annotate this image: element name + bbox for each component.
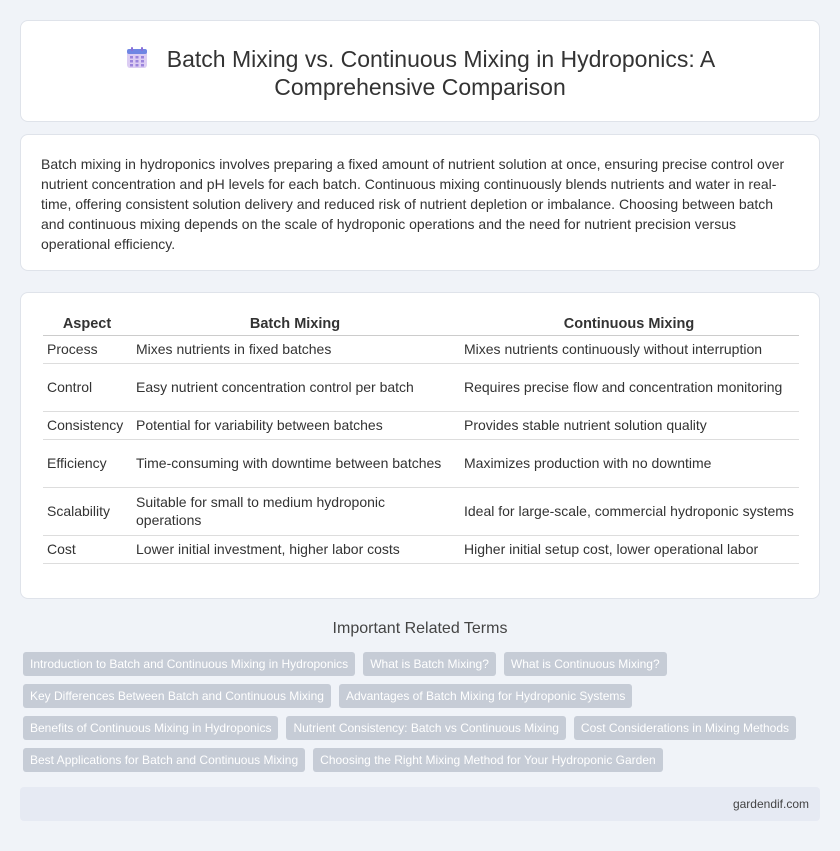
chip-row [23,684,823,716]
footer-bar [20,787,820,821]
table-row [43,335,799,363]
related-term-chip[interactable]: Benefits of Continuous Mixing in Hydroponics [23,716,278,740]
cell-aspect: Cost [43,535,131,563]
related-term-chip[interactable]: Choosing the Right Mixing Method for Your Hydroponic Garden [313,748,663,772]
cell-batch: Time-consuming with downtime between batches [131,439,459,487]
related-term-chip[interactable]: What is Continuous Mixing? [504,652,667,676]
related-terms-heading: Important Related Terms [332,620,508,637]
column-header-continuous: Continuous Mixing [459,313,799,335]
table-row [43,363,799,411]
comparison-card [20,292,820,599]
chip-row [23,748,823,780]
comparison-table [43,313,799,564]
chip-row [23,652,823,684]
column-header-aspect: Aspect [43,313,131,335]
cell-aspect: Process [43,335,131,363]
table-header-row [43,313,799,335]
cell-continuous: Maximizes production with no downtime [459,439,799,487]
table-row [43,487,799,535]
cell-continuous: Higher initial setup cost, lower operational labor [459,535,799,563]
related-term-chip[interactable]: What is Batch Mixing? [363,652,496,676]
table-row [43,411,799,439]
related-term-chip[interactable]: Advantages of Batch Mixing for Hydroponic Systems [339,684,632,708]
table-row [43,439,799,487]
intro-card [20,134,820,271]
related-term-chip[interactable]: Cost Considerations in Mixing Methods [574,716,796,740]
related-terms-list [23,652,823,780]
related-term-chip[interactable]: Best Applications for Batch and Continuous Mixing [23,748,305,772]
intro-paragraph: Batch mixing in hydroponics involves preparing a fixed amount of nutrient solution at once, ensuring precise control over nutrient concentration and pH levels for each batch. Continuous mixing continuously blends nutrients and water in real-time, offering consistent solution delivery and reduced risk of nutrient depletion or imbalance. Choosing between batch and continuous mixing depends on the scale of hydroponic operations and the need for nutrient precision versus operational efficiency. [41,156,785,252]
related-term-chip[interactable]: Key Differences Between Batch and Continuous Mixing [23,684,331,708]
related-term-chip[interactable]: Introduction to Batch and Continuous Mixing in Hydroponics [23,652,355,676]
cell-batch: Easy nutrient concentration control per batch [131,363,459,411]
page-title-text: Batch Mixing vs. Continuous Mixing in Hydroponics: A Comprehensive Comparison [166,46,716,100]
header-card [20,20,820,122]
related-term-chip[interactable]: Nutrient Consistency: Batch vs Continuous Mixing [286,716,565,740]
cell-aspect: Consistency [43,411,131,439]
cell-batch: Mixes nutrients in fixed batches [131,335,459,363]
footer-domain-link[interactable]: gardendif.com [732,797,809,811]
cell-batch: Lower initial investment, higher labor costs [131,535,459,563]
column-header-batch: Batch Mixing [131,313,459,335]
cell-batch: Potential for variability between batches [131,411,459,439]
table-row [43,535,799,563]
cell-aspect: Scalability [43,487,131,535]
cell-aspect: Control [43,363,131,411]
cell-batch: Suitable for small to medium hydroponic operations [131,487,459,535]
calendar-icon [125,46,149,70]
cell-continuous: Mixes nutrients continuously without interruption [459,335,799,363]
chip-row [23,716,823,748]
page-title [21,45,819,101]
cell-continuous: Requires precise flow and concentration monitoring [459,363,799,411]
cell-continuous: Ideal for large-scale, commercial hydroponic systems [459,487,799,535]
cell-aspect: Efficiency [43,439,131,487]
cell-continuous: Provides stable nutrient solution quality [459,411,799,439]
